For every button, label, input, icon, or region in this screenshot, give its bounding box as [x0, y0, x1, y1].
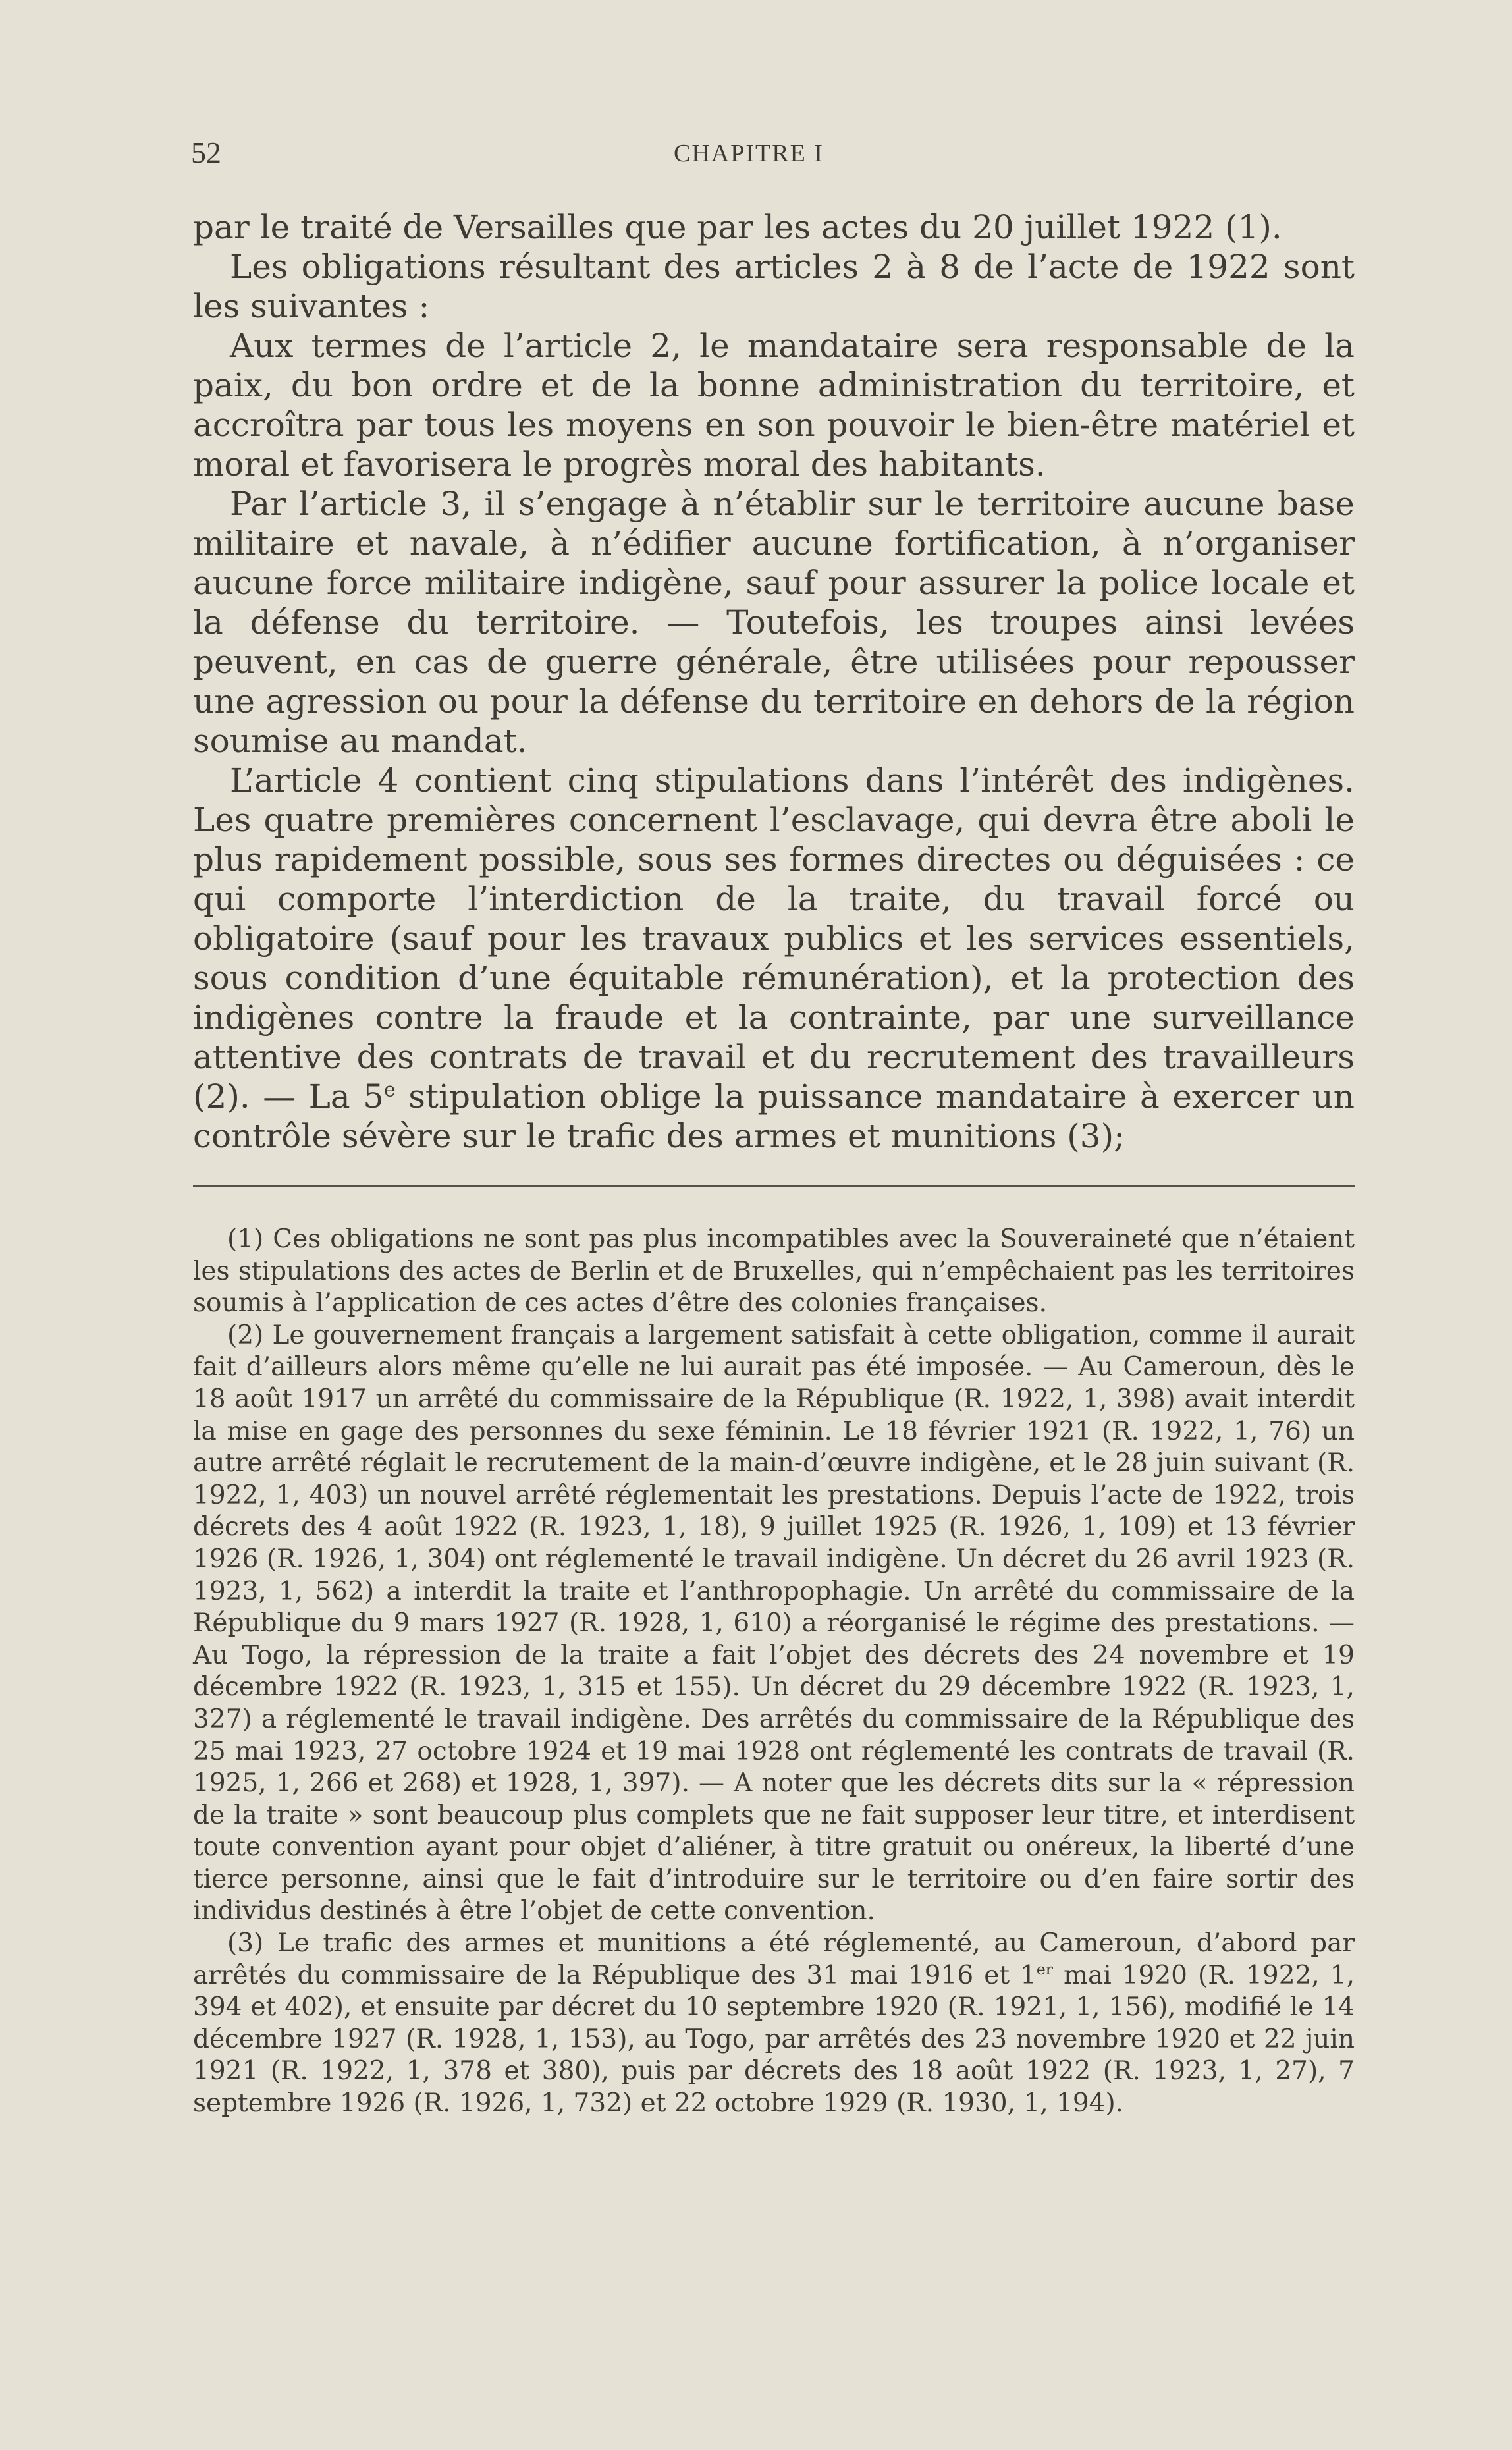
footnote-1: (1) Ces obligations ne sont pas plus incompatibles avec la Souveraineté que n’étaient les stipulations des actes de Berlin et de Bruxelles, qui n’empêchaient pas les territoires soumis à l’application de ces actes d’être des colonies françaises. [193, 1224, 1355, 1319]
footnotes [193, 1224, 1355, 2120]
main-text [193, 207, 1355, 1156]
paragraph-article-3: Par l’article 3, il s’engage à n’établir sur le territoire aucune base militaire et navale, à n’édifier aucune fortification, à n’organiser aucune force militaire indigène, sauf pour assurer la police locale et la défense du territoire. — Toutefois, les troupes ainsi levées peuvent, en cas de guerre générale, être utilisées pour repousser une agression ou pour la défense du territoire en dehors de la région soumise au mandat. [193, 485, 1355, 760]
paragraph-continuation: par le traité de Versailles que par les actes du 20 juillet 1922 (1). [193, 208, 1282, 246]
footnote-separator [193, 1185, 1355, 1187]
footnote-3-text-end: mai 1920 (R. 1922, 1, 394 et 402), et ensuite par décret du 10 septembre 1920 (R. 1921, 1, 156), modifié le 14 décembre 1927 (R. 1928, 1, 153), au Togo, par arrêtés des 23 novembre 1920 et 22 juin 1921 (R. 1922, 1, 378 et 380), puis par décrets des 18 août 1922 (R. 1923, 1, 27), 7 septembre 1926 (R. 1926, 1, 732) et 22 octobre 1929 (R. 1930, 1, 194). [193, 1960, 1355, 2119]
article-4-text: L’article 4 contient cinq stipulations dans l’intérêt des indigènes. Les quatre premières concernent l’esclavage, qui devra être aboli le plus rapidement possible, sous ses formes directes ou déguisées : ce qui comporte l’interdiction de la traite, du travail forcé ou obligatoire (sauf pour les travaux publics et les services essentiels, sous condition d’une équitable rémunération), et la protection des indigènes contre la fraude et la contrainte, par une surveillance attentive des contrats de travail et du recrutement des travailleurs (2). — La 5 [193, 761, 1355, 1116]
footnote-3 [193, 1928, 1355, 2120]
superscript: er [1036, 1959, 1053, 1978]
footnote-2: (2) Le gouvernement français a largement satisfait à cette obligation, comme il aurait fait d’ailleurs alors même qu’elle ne lui aurait pas été imposée. — Au Cameroun, dès le 18 août 1917 un arrêté du commissaire de la République (R. 1922, 1, 398) avait interdit la mise en gage des personnes du sexe féminin. Le 18 février 1921 (R. 1922, 1, 76) un autre arrêté réglait le recrutement de la main-d’œuvre indigène, et le 28 juin suivant (R. 1922, 1, 403) un nouvel arrêté réglementait les prestations. Depuis l’acte de 1922, trois décrets des 4 août 1922 (R. 1923, 1, 18), 9 juillet 1925 (R. 1926, 1, 109) et 13 février 1926 (R. 1926, 1, 304) ont réglementé le travail indigène. Un décret du 26 avril 1923 (R. 1923, 1, 562) a interdit la traite et l’anthropophagie. Un arrêté du commissaire de la République du 9 mars 1927 (R. 1928, 1, 610) a réorganisé le régime des prestations. — Au Togo, la répression de la traite a fait l’objet des décrets des 24 novembre et 19 décembre 1922 (R. 1923, 1, 315 et 155). Un décret du 29 décembre 1922 (R. 1923, 1, 327) a réglementé le travail indigène. Des arrêtés du commissaire de la République des 25 mai 1923, 27 octobre 1924 et 19 mai 1928 ont réglementé les contrats de travail (R. 1925, 1, 266 et 268) et 1928, 1, 397). — A noter que les décrets dits sur la « répression de la traite » sont beaucoup plus complets que ne fait supposer leur titre, et interdisent toute convention ayant pour objet d’aliéner, à titre gratuit ou onéreux, la liberté d’une tierce personne, ainsi que le fait d’introduire sur le territoire ou d’en faire sortir des individus destinés à être l’objet de cette convention. [193, 1320, 1355, 1926]
page-header [191, 135, 1357, 175]
page-number: 52 [191, 136, 221, 169]
paragraph-article-4 [193, 761, 1355, 1156]
chapter-title: CHAPITRE I [674, 140, 824, 167]
footnote-3-text: (3) Le trafic des armes et munitions a été réglementé, au Cameroun, d’abord par arrêtés du commissaire de la République des 31 mai 1916 et 1 [193, 1928, 1355, 1990]
article-4-text-end: stipulation oblige la puissance mandataire à exercer un contrôle sévère sur le trafic des armes et munitions (3); [193, 1077, 1355, 1155]
paragraph-article-2: Aux termes de l’article 2, le mandataire sera responsable de la paix, du bon ordre et de la bonne administration du territoire, et accroîtra par tous les moyens en son pouvoir le bien-être matériel et moral et favorisera le progrès moral des habitants. [193, 327, 1355, 483]
paragraph-obligations: Les obligations résultant des articles 2 à 8 de l’acte de 1922 sont les suivantes : [193, 248, 1355, 325]
superscript: e [384, 1078, 396, 1102]
